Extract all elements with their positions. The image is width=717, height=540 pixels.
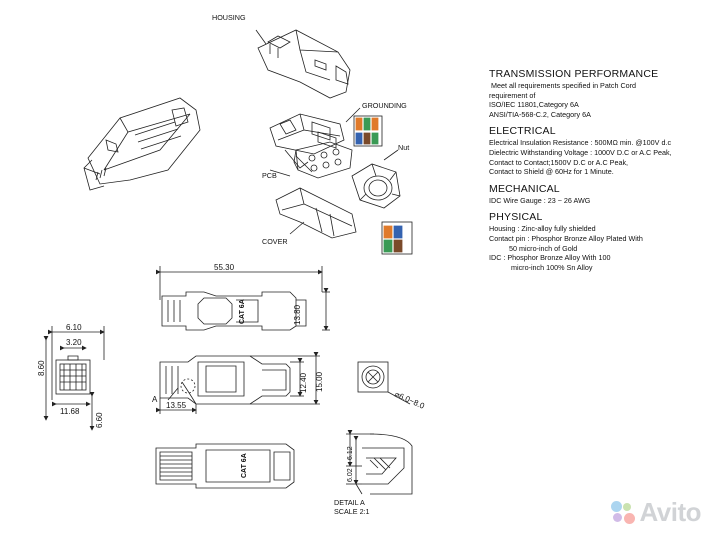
grounding-wire-block bbox=[354, 116, 382, 146]
label-grounding: GROUNDING bbox=[362, 101, 407, 110]
spec-panel bbox=[489, 68, 711, 274]
grounding-part bbox=[270, 108, 360, 172]
spec-transmission-title: TRANSMISSION PERFORMANCE bbox=[489, 68, 659, 80]
avito-watermark bbox=[611, 497, 701, 528]
spec-line: Housing : Zinc-alloy fully shielded bbox=[489, 224, 596, 234]
spec-line: 50 micro-inch of Gold bbox=[509, 243, 578, 253]
spec-physical bbox=[489, 211, 711, 272]
dim-length: 55.30 bbox=[214, 263, 235, 272]
spec-line: IDC : Phosphor Bronze Alloy With 100 bbox=[489, 253, 611, 263]
dim-front-h: 8.60 bbox=[37, 360, 46, 376]
spec-mechanical-title: MECHANICAL bbox=[489, 182, 560, 195]
dim-left-h: 6.60 bbox=[95, 412, 104, 428]
spec-line: Contact to Shield @ 60Hz for 1 Minute. bbox=[489, 167, 614, 177]
cover-wire-block bbox=[382, 222, 412, 254]
spec-physical-title: PHYSICAL bbox=[489, 211, 543, 224]
cat-mark-bottom: CAT 6A bbox=[241, 453, 248, 478]
spec-line: Electrical Insulation Resistance : 500MΩ min. @100V d.c bbox=[489, 138, 672, 148]
spec-line: Contact to Contact;1500V D.C or A.C Peak, bbox=[489, 157, 629, 167]
nut-part bbox=[352, 150, 400, 208]
dim-top-w2: 3.20 bbox=[66, 338, 82, 347]
spec-transmission bbox=[489, 68, 711, 119]
label-cover: COVER bbox=[262, 237, 288, 246]
spec-line: IDC Wire Gauge : 23 ~ 26 AWG bbox=[489, 195, 591, 205]
dim-cable-dia: ⌀6.0~8.0 bbox=[393, 389, 426, 411]
dim-body-height: 13.80 bbox=[293, 304, 302, 325]
spec-line: ISO/IEC 11801,Category 6A bbox=[489, 100, 579, 110]
spec-line: requirement of bbox=[489, 90, 536, 100]
dim-detail-1: 6.12 bbox=[347, 446, 354, 460]
cat-mark-top: CAT 6A bbox=[239, 299, 246, 324]
avito-wordmark: Avito bbox=[639, 497, 701, 527]
avito-logo-icon bbox=[611, 501, 635, 525]
dim-left-w: 11.68 bbox=[60, 407, 80, 416]
detail-a bbox=[346, 434, 412, 494]
label-nut: Nut bbox=[398, 143, 410, 152]
bottom-view bbox=[156, 444, 294, 488]
label-detail-a: DETAIL A bbox=[334, 498, 365, 507]
housing-part bbox=[256, 30, 350, 98]
dim-side-h1: 12.40 bbox=[299, 372, 308, 393]
spec-line: Meet all requirements specified in Patch Cord bbox=[491, 81, 637, 90]
spec-electrical-title: ELECTRICAL bbox=[489, 125, 556, 138]
spec-line: Contact pin : Phosphor Bronze Alloy Plated With bbox=[489, 233, 643, 243]
spec-electrical bbox=[489, 125, 711, 176]
dim-side-h2: 15.00 bbox=[315, 371, 324, 392]
spec-line: micro-inch 100% Sn Alloy bbox=[511, 262, 593, 272]
assembled-connector-view bbox=[84, 98, 200, 190]
label-section-a: A bbox=[152, 395, 158, 404]
spec-line: ANSI/TIA-568-C.2, Category 6A bbox=[489, 109, 591, 119]
label-housing: HOUSING bbox=[212, 13, 246, 22]
label-detail-scale: SCALE 2:1 bbox=[334, 507, 370, 516]
cover-part bbox=[276, 188, 356, 238]
dim-detail-2: 6.02 bbox=[347, 468, 354, 482]
dim-top-w1: 6.10 bbox=[66, 323, 82, 332]
label-pcb: PCB bbox=[262, 171, 277, 180]
dim-side-len: 13.55 bbox=[166, 401, 187, 410]
spec-line: Dielectric Withstanding Voltage : 1000V D.C or A.C Peak, bbox=[489, 147, 672, 157]
spec-mechanical bbox=[489, 183, 711, 206]
